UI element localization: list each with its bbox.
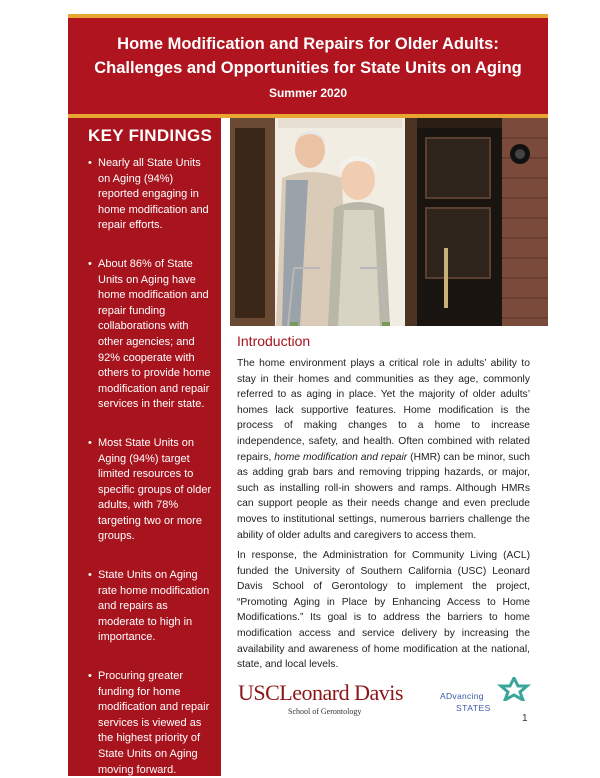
key-findings-heading: KEY FINDINGS [88, 126, 213, 145]
finding-item: • Most State Units on Aging (94%) target limited resources to specific groups of older adults, with 78% targeting two or more groups. [88, 436, 213, 545]
star-icon [494, 677, 534, 701]
key-findings-sidebar [68, 118, 221, 776]
photo-illustration [230, 118, 548, 326]
finding-item: • Procuring greater funding for home modification and repair services is viewed as the highest priority of State Units on Aging moving forward. [88, 669, 213, 778]
finding-item: • About 86% of State Units on Aging have home modification and repair funding collaborations with other agencies; and 92% cooperate with others to provide home modification and repair services in their state. [88, 257, 213, 413]
findings-list [68, 156, 221, 778]
introduction-paragraph-2: In response, the Administration for Community Living (ACL) funded the University of Southern California (USC) Leonard Davis School of Gerontology to implement the project, “Promoting Aging in Place by Enhancing Access to Home Modifications.” Its goal is to address the barriers to home modification access and service delivery by increasing the availability and awareness of home modification at the national, state, and local levels. [237, 550, 530, 671]
usc-leonard-davis-logo: USCLeonard Davis School of Gerontology [238, 680, 403, 716]
title-banner [68, 14, 548, 118]
introduction-heading: Introduction [237, 333, 311, 349]
finding-item: • State Units on Aging rate home modification and repairs as moderate to high in importance. [88, 568, 213, 646]
introduction-paragraph-1: The home environment plays a critical role in adults’ ability to stay in their homes and communities as they age, commonly referred to as aging in place. Yet the majority of older adults’ homes lack supportive features. Home modification is the process of making changes to a home to increase independence, safety, and health. Often combined with related repairs, home modification and repair (HMR) can be minor, such as adding grab bars and removing tripping hazards, or major, such as installing roll-in showers and ramps. Although HMRs can support people as their needs change and even preclude moves to institutional settings, numerous barriers challenge the ability of older adults and caregivers to access them. [237, 358, 530, 541]
page-number: 1 [522, 713, 528, 724]
older-couple-photo [230, 118, 548, 326]
publication-date: Summer 2020 [268, 86, 348, 100]
document-title: Home Modification and Repairs for Older Adults: Challenges and Opportunities for State Units on Aging [94, 35, 522, 77]
emphasized-term: home modification and repair [274, 451, 408, 463]
finding-item: • Nearly all State Units on Aging (94%) reported engaging in home modification and repair efforts. [88, 156, 213, 234]
advancing-states-logo: ADvancing STATES [438, 677, 534, 717]
